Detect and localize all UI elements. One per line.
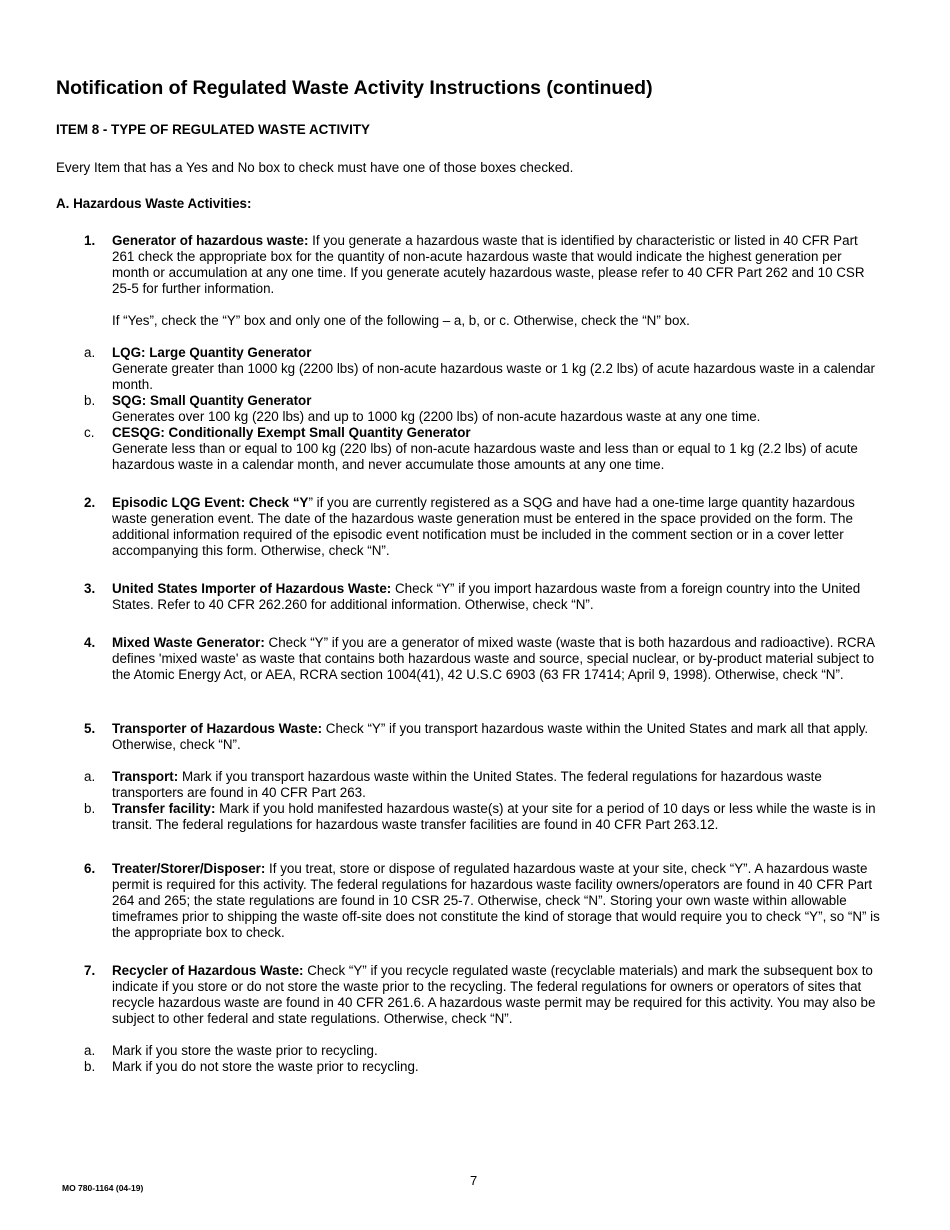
sub-item-text: Mark if you do not store the waste prior to recycling. [112,1059,419,1074]
page-title: Notification of Regulated Waste Activity Instructions (continued) [56,77,653,99]
list-item-1 [84,233,882,473]
sub-item-letter: a. [84,345,96,360]
item-text: Check “Y” if you transport hazardous waste within the United States and mark all that apply. Otherwise, check “N”. [112,721,869,752]
sub-item-letter: b. [84,801,96,816]
item-title: Transporter of Hazardous Waste: [112,721,323,736]
item-number: 7. [84,963,96,978]
item-text: If you generate a hazardous waste that is identified by characteristic or listed in 40 CFR Part 261 check the appropriate box for the quantity of non-acute hazardous waste that would indicate the highest generation per month or accumulation at any one time. If you generate acutely hazardous waste, please refer to 40 CFR Part 262 and 10 CSR 25-5 for further information. [112,233,865,296]
sub-item-a [84,345,882,393]
sub-item-letter: b. [84,393,96,408]
sub-item-b [84,801,882,833]
sub-item-letter: a. [84,769,96,784]
item-title: Recycler of Hazardous Waste: [112,963,304,978]
item-note: If “Yes”, check the “Y” box and only one of the following – a, b, or c. Otherwise, check the “N” box. [112,313,690,328]
item-heading: ITEM 8 - TYPE OF REGULATED WASTE ACTIVITY [56,122,370,137]
item-text: ” if you are currently registered as a SQG and have had a one-time large quantity hazardous waste generation event. The date of the hazardous waste generation must be entered in the space provided on the form. The additional information required of the episodic event notification must be included in the comment section or in a cover letter accompanying this form. Otherwise, check “N”. [112,495,855,558]
sub-item-title: SQG: Small Quantity Generator [112,393,312,408]
list-item-2 [84,495,882,559]
sub-item-letter: c. [84,425,95,440]
list-item-6 [84,861,882,941]
sub-item-title: LQG: Large Quantity Generator [112,345,312,360]
form-number: MO 780-1164 (04-19) [62,1183,144,1193]
sub-item-letter: a. [84,1043,96,1058]
sub-item-text: Generate greater than 1000 kg (2200 lbs) of non-acute hazardous waste or 1 kg (2.2 lbs) of acute hazardous waste in a calendar month. [112,361,875,392]
item-text: If you treat, store or dispose of regulated hazardous waste at your site, check “Y”. A hazardous waste permit is required for this activity. The federal regulations for hazardous waste facility owners/operators are found in 40 CFR Part 264 and 265; the state regulations are found in 10 CSR 25-7. Otherwise, check “N”. Storing your own waste within allowable timeframes prior to shipping the waste off-site does not constitute the kind of storage that would require you to check “Y”, so “N” is the appropriate box to check. [112,861,880,940]
item-text: Check “Y” if you import hazardous waste from a foreign country into the United States. Refer to 40 CFR 262.260 for additional information. Otherwise, check “N”. [112,581,861,612]
item-title: Mixed Waste Generator: [112,635,265,650]
list-item-3 [84,581,882,613]
sub-item-title: Transfer facility: [112,801,216,816]
item-title: Treater/Storer/Disposer: [112,861,266,876]
sub-item-title: Transport: [112,769,179,784]
item-number: 4. [84,635,96,650]
sub-item-text: Generate less than or equal to 100 kg (220 lbs) of non-acute hazardous waste and less than or equal to 1 kg (2.2 lbs) of acute hazardous waste in a calendar month, and never accumulate those amounts at any one time. [112,441,858,472]
item-number: 2. [84,495,96,510]
item-number: 5. [84,721,96,736]
list-item-7 [84,963,882,1075]
sub-item-text: Mark if you hold manifested hazardous waste(s) at your site for a period of 10 days or less while the waste is in transit. The federal regulations for hazardous waste transfer facilities are found in 40 CFR Part 263.12. [112,801,876,832]
sub-item-c [84,425,882,473]
item-number: 6. [84,861,96,876]
sub-item-b [84,393,882,425]
sub-item-text: Mark if you transport hazardous waste within the United States. The federal regulations for hazardous waste transporters are found in 40 CFR Part 263. [112,769,822,800]
item-text: Check “Y” if you are a generator of mixed waste (waste that is both hazardous and radioactive). RCRA defines 'mixed waste' as waste that contains both hazardous waste and source, special nuclear, or by-product material subject to the Atomic Energy Act, or AEA, RCRA section 1004(41), 42 U.S.C 6903 (63 FR 17414; April 9, 1998). Otherwise, check “N”. [112,635,875,682]
item-title: United States Importer of Hazardous Waste: [112,581,392,596]
sub-item-title: CESQG: Conditionally Exempt Small Quantity Generator [112,425,471,440]
item-number: 3. [84,581,96,596]
sub-item-text: Mark if you store the waste prior to recycling. [112,1043,378,1058]
sub-item-text: Generates over 100 kg (220 lbs) and up to 1000 kg (2200 lbs) of non-acute hazardous waste at any one time. [112,409,761,424]
intro-text: Every Item that has a Yes and No box to check must have one of those boxes checked. [56,160,574,175]
list-item-4 [84,635,882,683]
sub-item-a [84,769,882,801]
sub-item-letter: b. [84,1059,96,1074]
item-title: Generator of hazardous waste: [112,233,309,248]
sub-item-a [84,1043,882,1059]
page-number: 7 [470,1173,478,1188]
list-item-5 [84,721,882,833]
item-text: Check “Y” if you recycle regulated waste (recyclable materials) and mark the subsequent box to indicate if you store or do not store the waste prior to the recycling. The federal regulations for owners or operators of sites that recycle hazardous waste are found in 40 CFR 261.6. A hazardous waste permit may be required for this activity. You may also be subject to other federal and state regulations. Otherwise, check “N”. [112,963,876,1026]
item-number: 1. [84,233,96,248]
section-heading: A. Hazardous Waste Activities: [56,196,252,211]
item-title: Episodic LQG Event: Check “Y [112,495,309,510]
sub-item-b [84,1059,882,1075]
